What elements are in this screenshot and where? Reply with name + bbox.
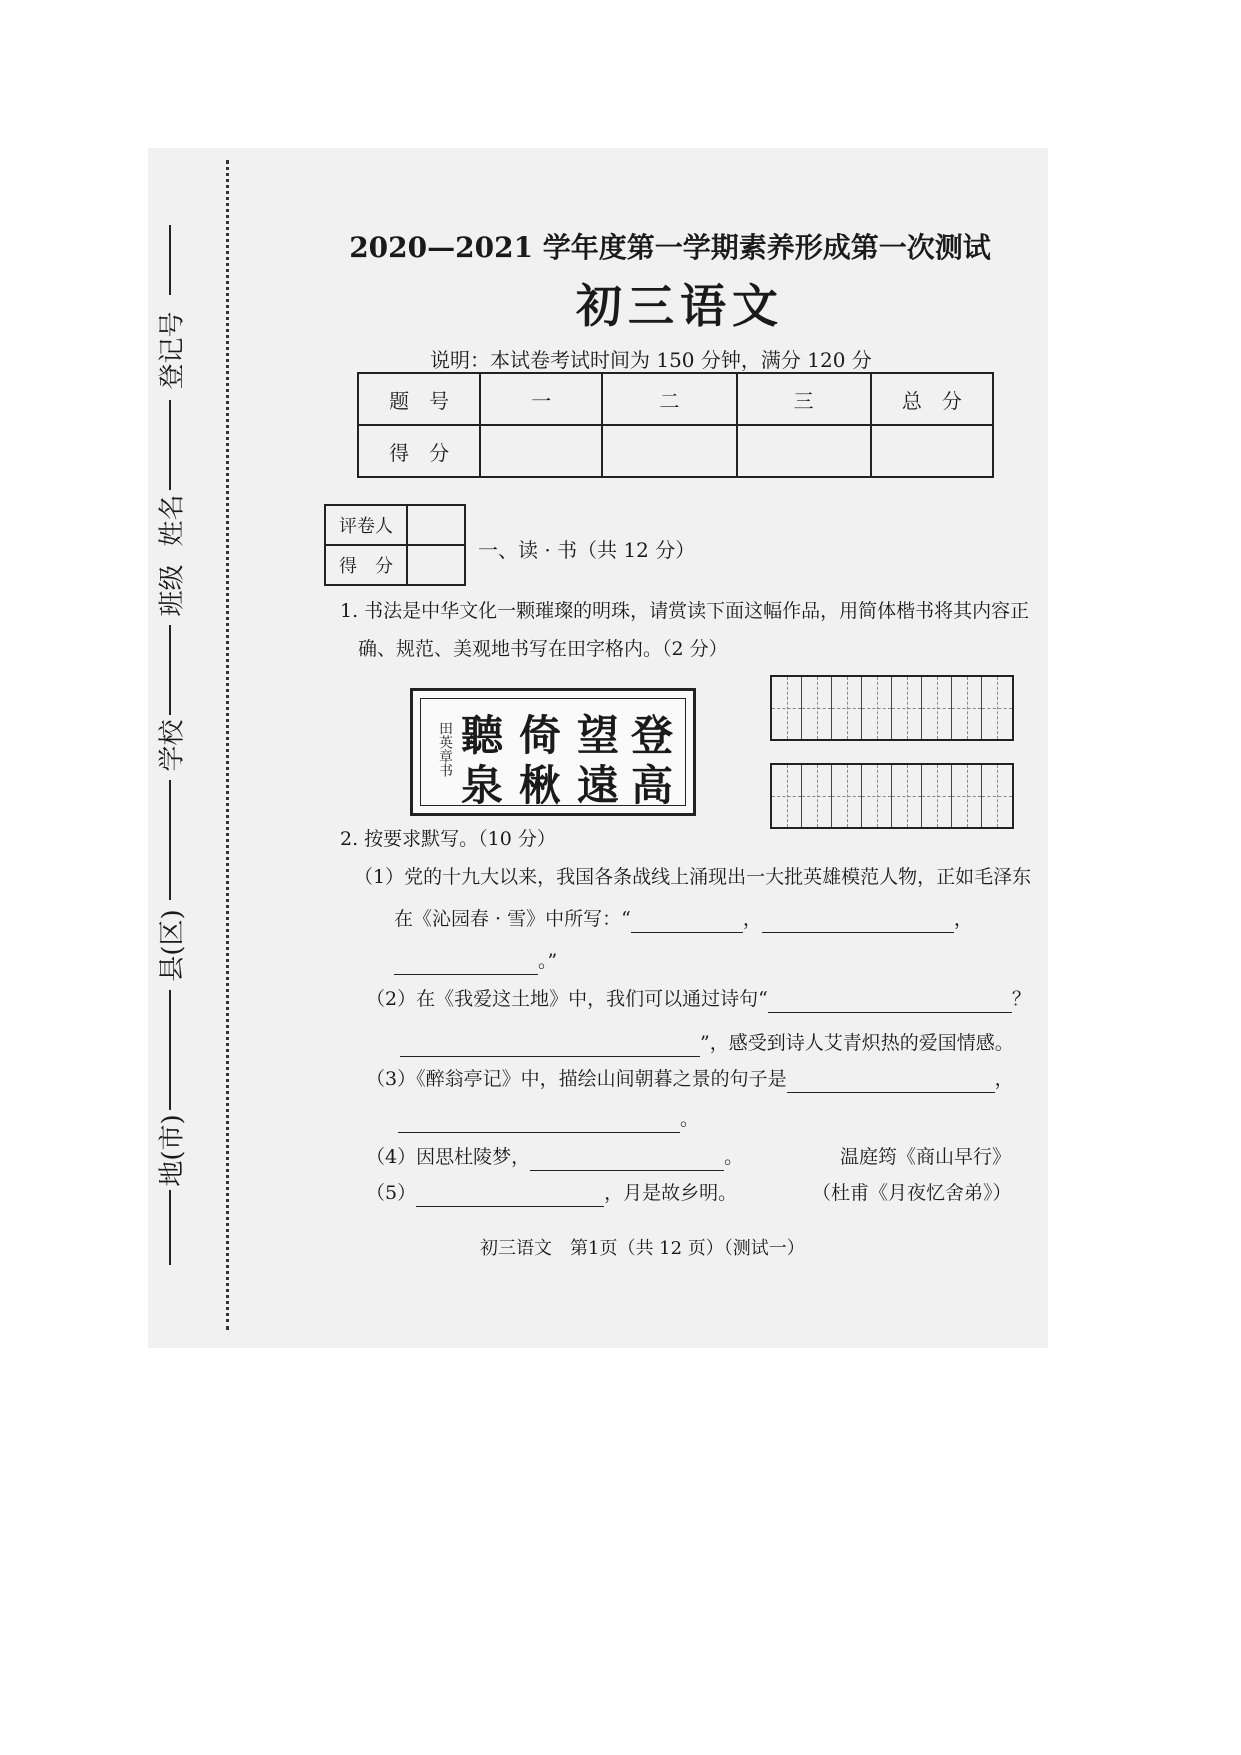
calligraphy-char: 聽: [461, 711, 504, 760]
punct: ，: [994, 1068, 1014, 1090]
q2-p4-prefix: （4）因思杜陵梦，: [366, 1146, 531, 1168]
grader-score-label: 得 分: [325, 545, 407, 585]
answer-blank[interactable]: [530, 1150, 724, 1171]
exam-note: 说明：本试卷考试时间为 150 分钟，满分 120 分: [430, 348, 872, 372]
calligraphy-char: 遠: [577, 761, 620, 810]
q2-p2-prefix: （2）在《我爱这土地》中，我们可以通过诗句“: [366, 988, 768, 1010]
q2-p3-line2: [398, 1106, 699, 1133]
reviewer-label: 评卷人: [325, 505, 407, 545]
subject-title: 初三语文: [576, 279, 784, 333]
q2-p5-source: （杜甫《月夜忆舍弟》）: [812, 1182, 1012, 1204]
q2-p1-prefix: 在《沁园春 · 雪》中所写：“: [394, 908, 631, 930]
score-header: 三: [737, 373, 871, 425]
answer-blank[interactable]: [762, 912, 954, 933]
q1-line1: 1. 书法是中华文化一颗璀璨的明珠，请赏读下面这幅作品，用简体楷书将其内容正: [340, 600, 1030, 622]
punct: ，: [742, 908, 762, 930]
name-label: 姓名: [157, 493, 188, 547]
q2-p4-line: [366, 1144, 743, 1171]
punct: ？: [1011, 988, 1031, 1010]
writing-grid[interactable]: [770, 675, 1014, 741]
reviewer-cell[interactable]: [407, 505, 465, 545]
score-cell[interactable]: [602, 425, 736, 477]
binding-line: [169, 780, 171, 900]
q2-p5-line: [366, 1180, 737, 1207]
class-label: 班级: [157, 563, 188, 617]
q2-p3-line1: [366, 1066, 1014, 1093]
calligraphy-seal: 田英章书: [437, 721, 453, 777]
binding-line: [169, 990, 171, 1110]
writing-grid[interactable]: [770, 763, 1014, 829]
calligraphy-char: 楸: [519, 761, 562, 810]
punct: 。: [680, 1108, 700, 1130]
score-cell[interactable]: [871, 425, 993, 477]
calligraphy-char: 望: [577, 711, 620, 760]
score-table: [357, 372, 994, 478]
q2-p3-prefix: （3）《醉翁亭记》中，描绘山间朝暮之景的句子是: [366, 1068, 787, 1090]
q2-p2-line1: [366, 986, 1031, 1013]
section-title: 一、读 · 书（共 12 分）: [478, 538, 696, 562]
punct: ，: [953, 908, 973, 930]
answer-blank[interactable]: [400, 1036, 700, 1057]
score-header: 一: [480, 373, 602, 425]
binding-line: [169, 625, 171, 715]
calligraphy-char: 倚: [519, 711, 562, 760]
exam-title: 2020—2021 学年度第一学期素养形成第一次测试: [349, 231, 991, 264]
page-footer: 初三语文 第1页（共 12 页）（测试一）: [480, 1238, 805, 1259]
q2-p2-suffix: ”，感受到诗人艾青炽热的爱国情感。: [700, 1032, 1014, 1054]
q2-p1-line3: [394, 948, 557, 975]
binding-line: [169, 1190, 171, 1265]
score-cell[interactable]: [480, 425, 602, 477]
grader-score-cell[interactable]: [407, 545, 465, 585]
county-label: 县(区): [157, 908, 188, 982]
answer-blank[interactable]: [394, 954, 538, 975]
q2-title: 2. 按要求默写。（10 分）: [340, 828, 556, 850]
q2-p1-line1: （1）党的十九大以来，我国各条战线上涌现出一大批英雄模范人物，正如毛泽东: [354, 866, 1032, 888]
q1-line2: 确、规范、美观地书写在田字格内。（2 分）: [358, 638, 728, 660]
answer-blank[interactable]: [631, 912, 743, 933]
grader-table: [324, 504, 466, 586]
score-header: 二: [602, 373, 736, 425]
answer-blank[interactable]: [768, 992, 1012, 1013]
calligraphy-frame: [420, 698, 686, 810]
q2-p5-prefix: （5）: [366, 1182, 417, 1204]
city-label: 地(市): [157, 1113, 188, 1187]
registration-no-label: 登记号: [157, 310, 188, 390]
q2-p4-source: 温庭筠《商山早行》: [840, 1146, 1012, 1168]
score-cell[interactable]: [737, 425, 871, 477]
score-row-label: 得 分: [358, 425, 480, 477]
answer-blank[interactable]: [416, 1186, 604, 1207]
score-header: 题 号: [358, 373, 480, 425]
school-label: 学校: [157, 718, 188, 772]
punct: 。”: [538, 950, 558, 972]
cut-line: [226, 160, 229, 1330]
answer-blank[interactable]: [787, 1072, 995, 1093]
answer-blank[interactable]: [398, 1112, 680, 1133]
binding-line: [169, 400, 171, 490]
calligraphy-char: 高: [631, 761, 674, 810]
binding-strip: [140, 225, 200, 1265]
q2-p5-suffix: ，月是故乡明。: [604, 1182, 738, 1204]
score-header: 总 分: [871, 373, 993, 425]
calligraphy-image: [410, 688, 696, 816]
q2-p2-line2: [400, 1030, 1014, 1057]
punct: 。: [724, 1146, 744, 1168]
binding-line: [169, 225, 171, 295]
calligraphy-char: 登: [631, 711, 674, 760]
q2-p1-line2: [394, 906, 973, 933]
calligraphy-char: 泉: [461, 761, 504, 810]
